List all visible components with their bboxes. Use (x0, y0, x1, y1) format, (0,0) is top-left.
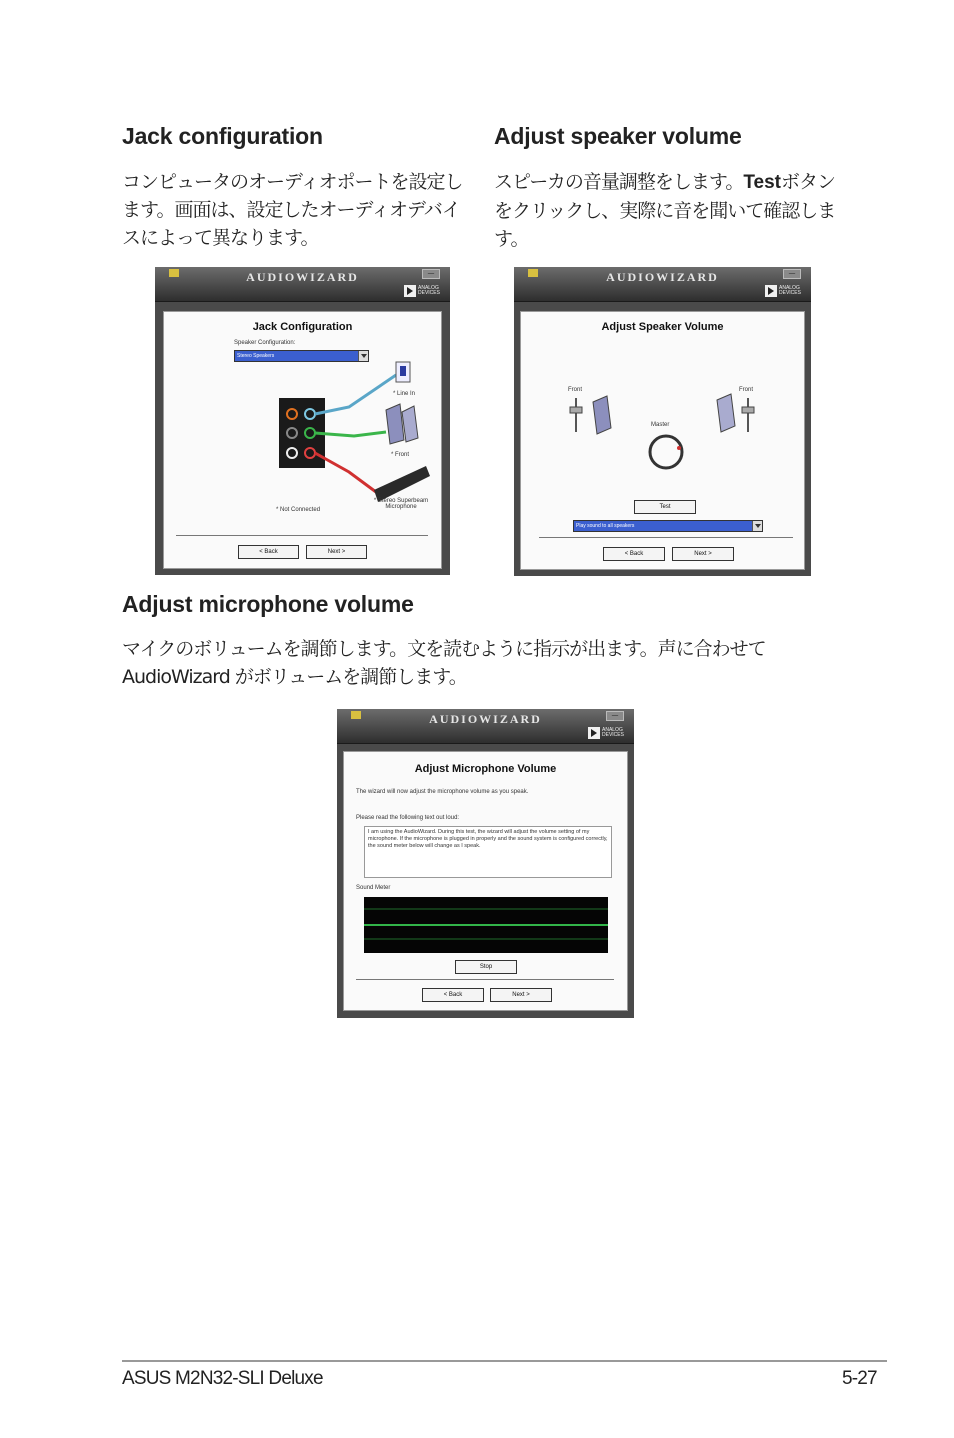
play-sound-value: Play sound to all speakers (576, 523, 635, 529)
logo-text (418, 286, 440, 296)
jack-diagram (164, 312, 441, 568)
sound-meter-label: Sound Meter (356, 885, 391, 891)
analog-devices-logo (588, 726, 624, 740)
speaker-text-part2: ボタンをクリックし、実際に音を聞いて確認します。 (494, 171, 836, 250)
minimize-button[interactable]: — (422, 269, 440, 279)
not-connected-label: * Not Connected (276, 507, 321, 513)
title-bar (514, 267, 811, 302)
app-title: AUDIOWIZARD (246, 270, 359, 284)
adjust-microphone-volume-window (337, 709, 634, 1018)
jack-configuration-heading: Jack configuration (122, 123, 323, 149)
stop-button[interactable]: Stop (455, 960, 517, 974)
footer-rule (122, 1360, 887, 1362)
title-bar (337, 709, 634, 744)
line-in-cable (315, 375, 396, 414)
footer-product-name: ASUS M2N32-SLI Deluxe (122, 1368, 323, 1389)
master-knob-indicator (677, 446, 681, 450)
adjust-speaker-volume-text (494, 168, 844, 253)
speaker-left-icon (386, 404, 404, 444)
separator (539, 537, 793, 538)
analog-devices-logo-icon (404, 285, 416, 297)
front-left-speaker-icon (593, 396, 611, 434)
logo-line2: DEVICES (602, 732, 624, 738)
footer-page-number: 5-27 (842, 1368, 877, 1389)
logo-text (602, 728, 624, 738)
line-in-screen (400, 366, 406, 376)
speaker-right-icon (402, 406, 418, 442)
line-in-label: * Line In (393, 391, 416, 397)
adjust-microphone-volume-text: マイクのボリュームを調節します。文を読むように指示が出ます。声に合わせてAudioWizard がボリュームを調節します。 (122, 638, 766, 688)
dialog-title: Jack Configuration (252, 321, 353, 333)
passage-text: I am using the AudioWizard. During this test, the wizard will adjust the volume setting of my microphone. If the microphone is plugged in properly and the sound system is configured correctly, the sound meter below will change as I speak. (368, 829, 608, 849)
title-bar (155, 267, 450, 302)
adjust-speaker-volume-heading: Adjust speaker volume (494, 123, 742, 149)
test-button[interactable]: Test (634, 500, 696, 514)
next-button[interactable]: Next > (490, 988, 552, 1002)
passage-box (364, 826, 612, 878)
app-title: AUDIOWIZARD (606, 270, 719, 284)
microphone-bar-icon (374, 466, 430, 502)
minimize-button[interactable]: — (606, 711, 624, 721)
speaker-config-value: Stereo Speakers (237, 353, 275, 359)
chevron-down-icon[interactable] (752, 521, 762, 531)
analog-devices-logo (765, 284, 801, 298)
separator (176, 535, 428, 536)
jack-configuration-text: コンピュータのオーディオポートを設定します。画面は、設定したオーディオデバイスによって異なります。 (122, 171, 463, 249)
jack-dialog-panel (163, 311, 442, 569)
speaker-config-label: Speaker Configuration: (234, 340, 296, 346)
analog-devices-logo-icon (765, 285, 777, 297)
speaker-dialog-panel (520, 311, 805, 570)
logo-line1: ANALOG (779, 285, 800, 291)
microphone-label-line2: Microphone (385, 504, 417, 510)
play-sound-select[interactable] (573, 520, 763, 532)
separator (356, 979, 614, 980)
microphone-label-line1: * Stereo Superbeam (373, 498, 429, 504)
logo-line2: DEVICES (779, 290, 801, 296)
mic-cable (315, 453, 376, 492)
next-button[interactable]: Next > (672, 547, 734, 561)
test-keyword: Test (743, 172, 782, 193)
read-prompt: Please read the following text out loud: (356, 815, 460, 821)
sound-meter (364, 897, 608, 953)
microphone-dialog-panel (343, 751, 628, 1011)
dialog-title: Adjust Speaker Volume (601, 321, 724, 333)
front-right-label: Front (739, 387, 754, 393)
logo-line2: DEVICES (418, 290, 440, 296)
intro-text: The wizard will now adjust the microphone volume as you speak. (356, 789, 529, 795)
dialog-title: Adjust Microphone Volume (414, 763, 557, 775)
adjust-microphone-volume-heading: Adjust microphone volume (122, 591, 414, 617)
next-button[interactable]: Next > (306, 545, 367, 559)
logo-text (779, 286, 801, 296)
speaker-text-part1: スピーカの音量調整をします。 (494, 171, 744, 193)
back-button[interactable]: < Back (603, 547, 665, 561)
app-title: AUDIOWIZARD (429, 712, 542, 726)
back-button[interactable]: < Back (238, 545, 299, 559)
back-button[interactable]: < Back (422, 988, 484, 1002)
analog-devices-logo (404, 284, 440, 298)
master-label: Master (651, 422, 670, 428)
master-knob-icon[interactable] (650, 436, 682, 468)
front-left-slider-thumb[interactable] (570, 407, 582, 413)
front-cable (315, 432, 386, 436)
logo-line1: ANALOG (418, 285, 439, 291)
front-label: * Front (391, 452, 410, 458)
front-left-label: Front (568, 387, 583, 393)
jack-configuration-window (155, 267, 450, 575)
adjust-speaker-volume-window (514, 267, 811, 576)
analog-devices-logo-icon (588, 727, 600, 739)
front-right-slider-thumb[interactable] (742, 407, 754, 413)
microphone-label (367, 498, 435, 510)
logo-line1: ANALOG (602, 727, 623, 733)
front-right-speaker-icon (717, 394, 735, 432)
minimize-button[interactable]: — (783, 269, 801, 279)
